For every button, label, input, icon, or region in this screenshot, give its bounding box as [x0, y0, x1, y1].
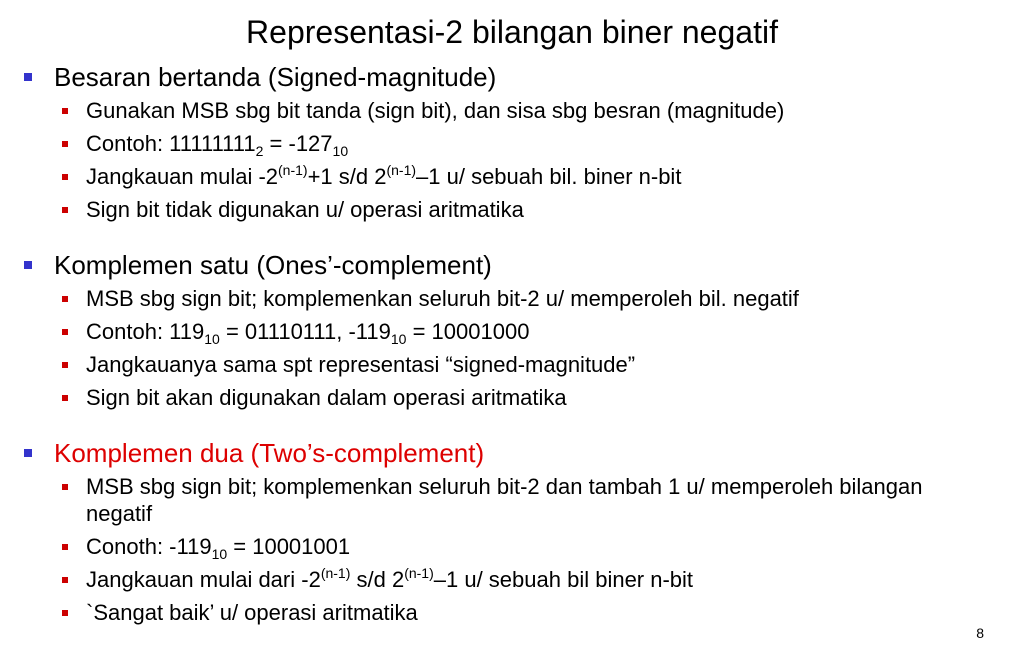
list-item — [24, 473, 1004, 527]
list-item — [24, 94, 1004, 127]
subscript: 10 — [390, 331, 407, 347]
text-part: = -127 — [263, 131, 333, 156]
heading-twos-complement — [24, 436, 1004, 470]
text-part: s/d 2 — [350, 567, 405, 592]
square-bullet-icon — [62, 544, 68, 550]
text-part: –1 u/ sebuah bil biner n-bit — [433, 567, 694, 592]
item-text: MSB sbg sign bit; komplemenkan seluruh bit-2 dan tambah 1 u/ memperoleh bilangan negatif — [86, 474, 923, 526]
list-item — [24, 193, 1004, 226]
list-item — [24, 596, 1004, 629]
text-part: Contoh: 11111111 — [86, 131, 256, 156]
square-bullet-icon — [62, 296, 68, 302]
section-twos-complement — [24, 436, 1004, 629]
square-bullet-icon — [62, 395, 68, 401]
square-bullet-icon — [62, 174, 68, 180]
square-bullet-icon — [24, 261, 32, 269]
text-part: Conoth: -119 — [86, 534, 212, 559]
list-item — [24, 348, 1004, 381]
list-item — [24, 127, 1004, 160]
subscript: 2 — [255, 143, 264, 159]
heading-text: Komplemen satu (Ones’-complement) — [54, 250, 492, 280]
item-text: MSB sbg sign bit; komplemenkan seluruh bit-2 u/ memperoleh bil. negatif — [86, 286, 799, 311]
page-number: 8 — [976, 625, 984, 641]
list-item — [24, 282, 1004, 315]
subscript: 10 — [211, 546, 228, 562]
square-bullet-icon — [62, 141, 68, 147]
item-text: Sign bit akan digunakan dalam operasi aritmatika — [86, 385, 567, 410]
text-part: = 10001000 — [406, 319, 530, 344]
superscript: (n-1) — [320, 565, 351, 581]
heading-text: Besaran bertanda (Signed-magnitude) — [54, 62, 497, 92]
square-bullet-icon — [62, 108, 68, 114]
square-bullet-icon — [24, 73, 32, 81]
superscript: (n-1) — [404, 565, 434, 581]
slide-body — [24, 60, 1004, 629]
item-text — [86, 127, 348, 160]
item-text — [86, 563, 693, 596]
item-text — [86, 315, 529, 348]
item-text — [86, 160, 681, 193]
subscript: 10 — [332, 143, 349, 159]
list-item — [24, 315, 1004, 348]
slide-title: Representasi-2 bilangan biner negatif — [246, 14, 778, 50]
square-bullet-icon — [62, 329, 68, 335]
item-text: Gunakan MSB sbg bit tanda (sign bit), dan sisa sbg besran (magnitude) — [86, 98, 785, 123]
text-part: –1 u/ sebuah bil. biner n-bit — [416, 164, 682, 189]
text-part: Jangkauan mulai dari -2 — [86, 567, 321, 592]
list-item — [24, 160, 1004, 193]
square-bullet-icon — [62, 207, 68, 213]
item-text: Sign bit tidak digunakan u/ operasi aritmatika — [86, 197, 524, 222]
text-part: Contoh: 119 — [86, 319, 205, 344]
square-bullet-icon — [62, 577, 68, 583]
square-bullet-icon — [62, 362, 68, 368]
list-item — [24, 563, 1004, 596]
square-bullet-icon — [62, 610, 68, 616]
subscript: 10 — [204, 331, 220, 347]
heading-signed-magnitude — [24, 60, 1004, 94]
section-ones-complement — [24, 248, 1004, 414]
square-bullet-icon — [62, 484, 68, 490]
superscript: (n-1) — [278, 162, 308, 178]
list-item — [24, 530, 1004, 563]
list-item — [24, 381, 1004, 414]
item-text: `Sangat baik’ u/ operasi aritmatika — [86, 600, 418, 625]
superscript: (n-1) — [386, 162, 417, 178]
item-text — [86, 530, 350, 563]
text-part: Jangkauan mulai -2 — [86, 164, 279, 189]
text-part: +1 s/d 2 — [307, 164, 387, 189]
item-text: Jangkauanya sama spt representasi “signed-magnitude” — [86, 352, 636, 377]
text-part: = 01110111, -119 — [219, 319, 391, 344]
heading-ones-complement — [24, 248, 1004, 282]
square-bullet-icon — [24, 449, 32, 457]
heading-text: Komplemen dua (Two’s-complement) — [54, 438, 485, 468]
text-part: = 10001001 — [227, 534, 351, 559]
section-signed-magnitude — [24, 60, 1004, 226]
